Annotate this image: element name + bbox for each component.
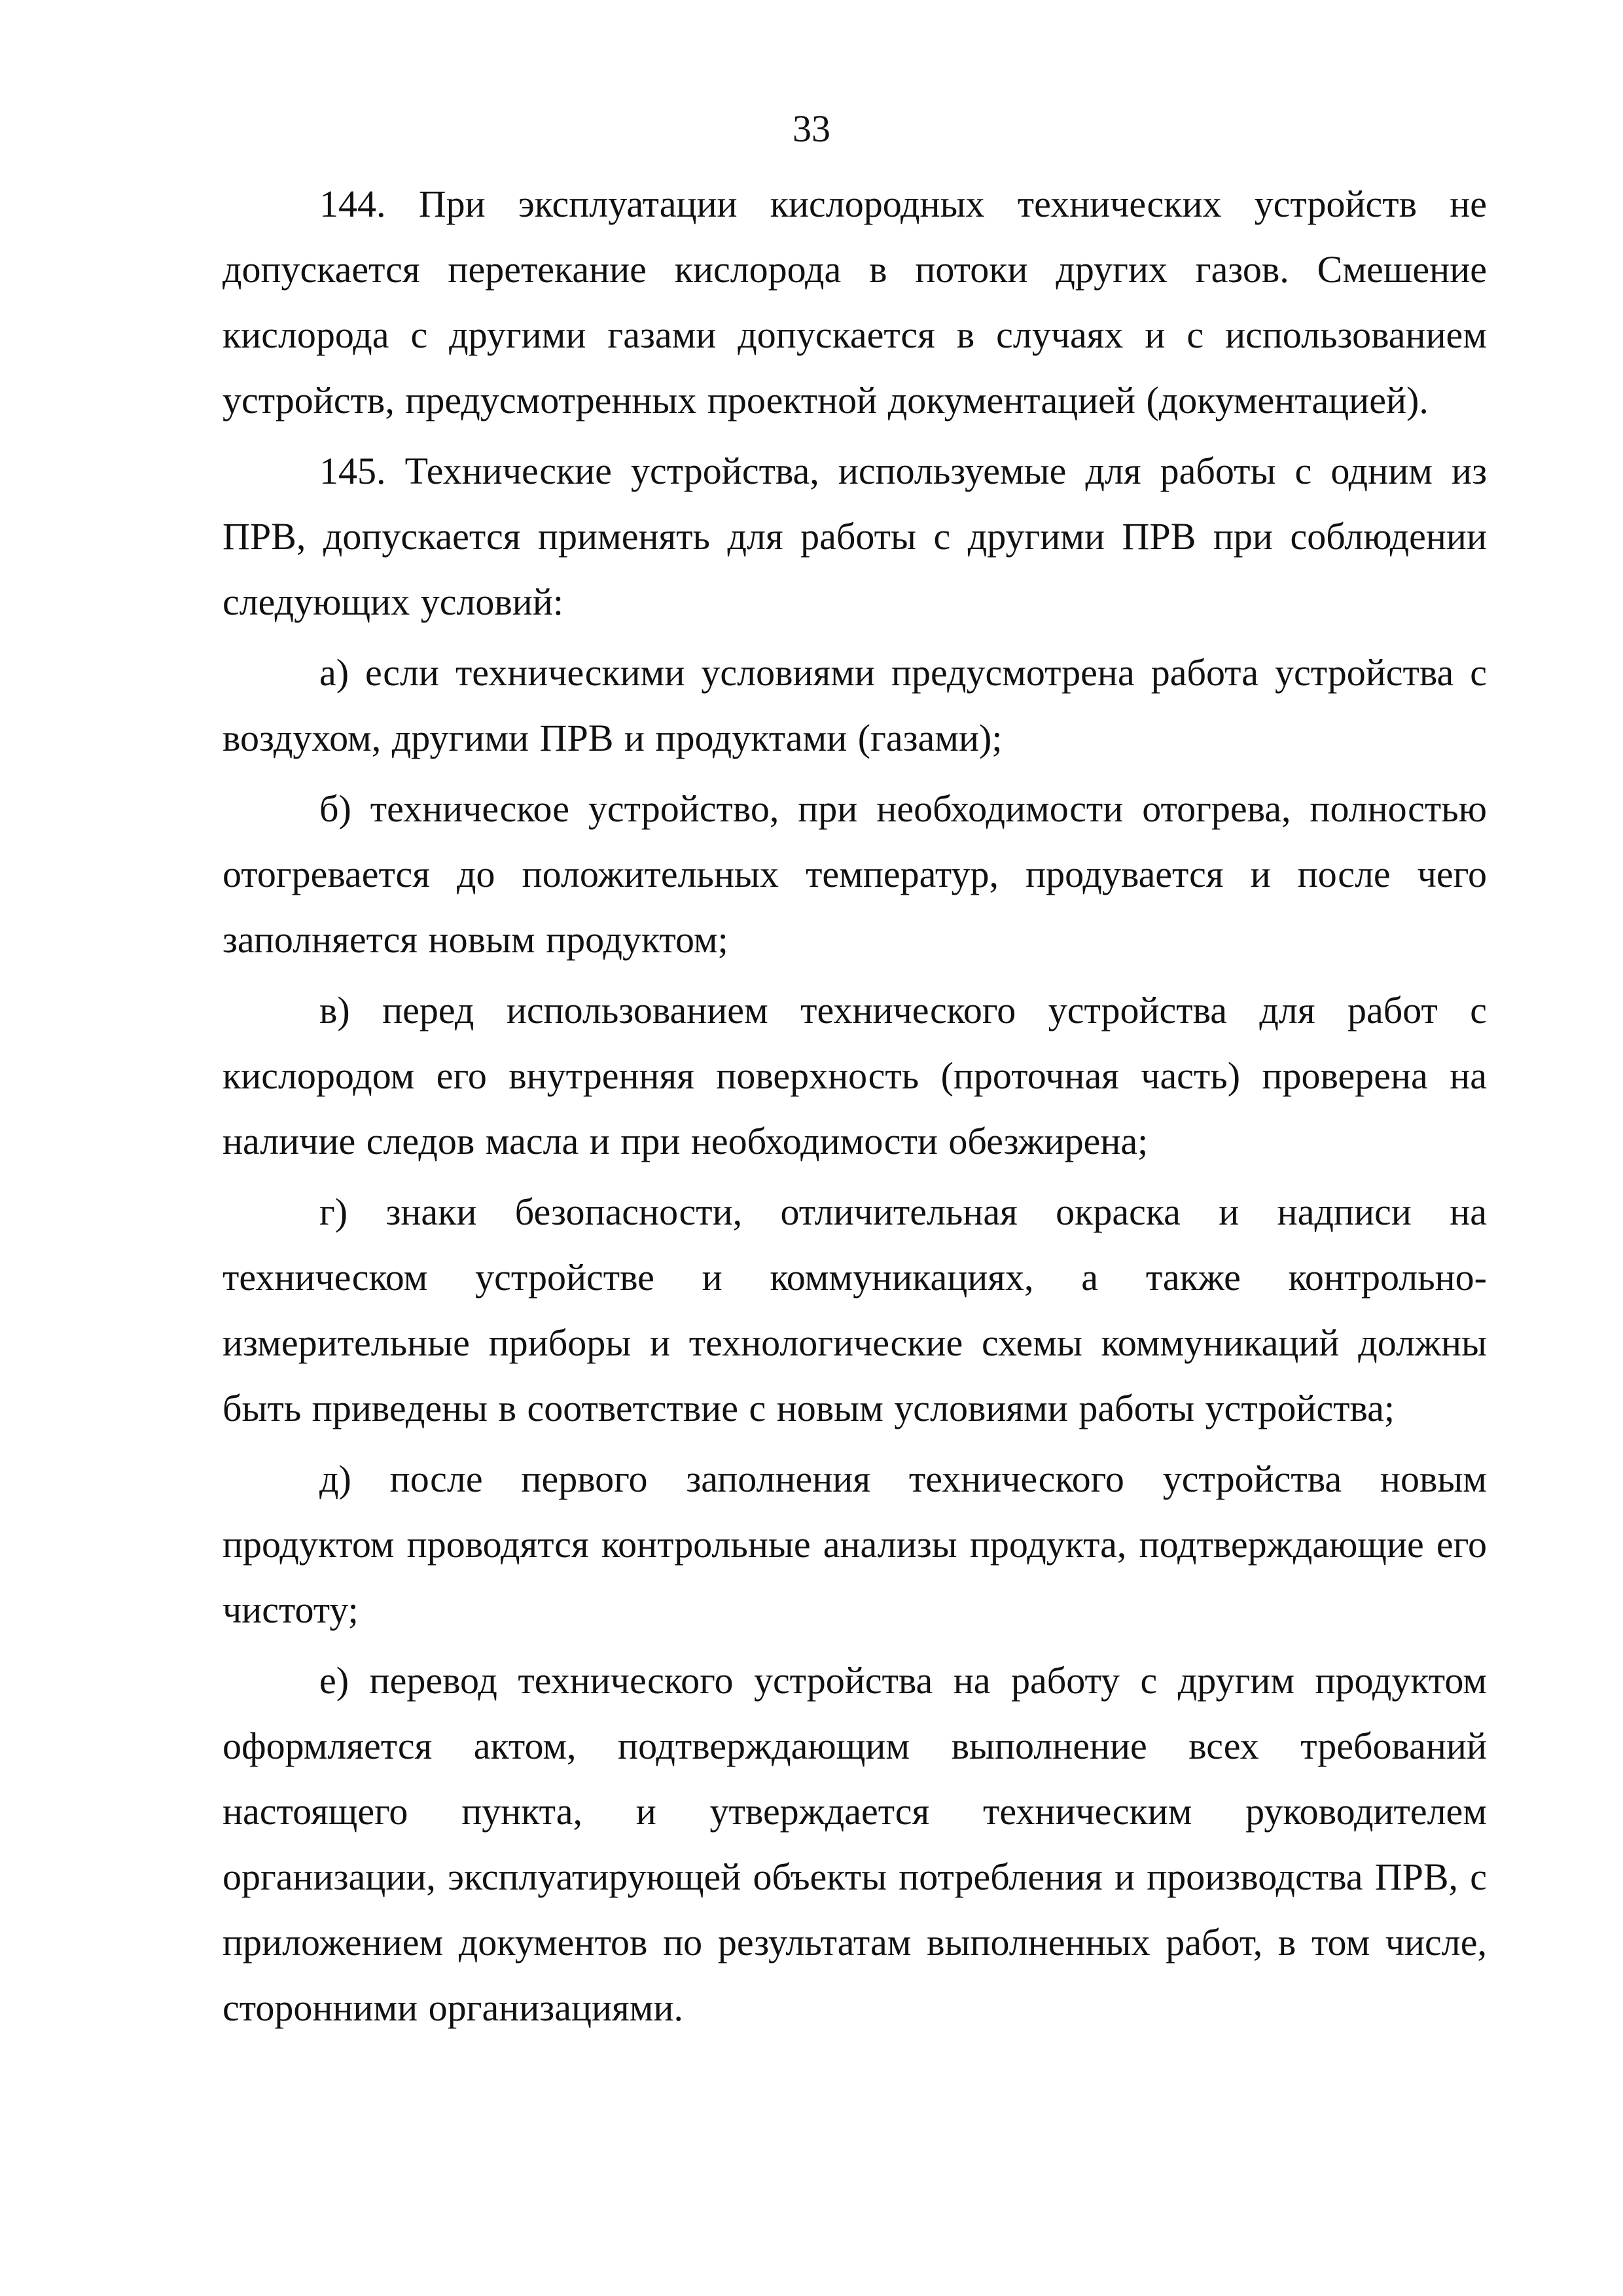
list-item-v: в) перед использованием технического устройства для работ с кислородом его внутренняя поверхность (проточная часть) проверена на наличие следов масла и при необходимости обезжирена; xyxy=(223,989,1487,1162)
list-item-b: б) техническое устройство, при необходимости отогрева, полностью отогревается до положительных температур, продувается и после чего заполняется новым продуктом; xyxy=(223,787,1487,961)
list-item-a: а) если техническими условиями предусмотрена работа устройства с воздухом, другими ПРВ и продуктами (газами); xyxy=(223,651,1487,759)
list-item-d: д) после первого заполнения технического устройства новым продуктом проводятся контрольные анализы продукта, подтверждающие его чистоту; xyxy=(223,1458,1487,1631)
paragraph-145: 145. Технические устройства, используемые для работы с одним из ПРВ, допускается применять для работы с другими ПРВ при соблюдении следующих условий: xyxy=(223,450,1487,623)
list-item-g: г) знаки безопасности, отличительная окраска и надписи на техническом устройстве и коммуникациях, а также контрольно-измерительные приборы и технологические схемы коммуникаций должны быть приведены в соответствие с новым условиями работы устройства; xyxy=(223,1191,1487,1429)
paragraph-144: 144. При эксплуатации кислородных технических устройств не допускается перетекание кислорода в потоки других газов. Смешение кислорода с другими газами допускается в случаях и с использованием устройств, предусмотренных проектной документацией (документацией). xyxy=(223,183,1487,422)
list-item-e: е) перевод технического устройства на работу с другим продуктом оформляется актом, подтверждающим выполнение всех требований настоящего пункта, и утверждается техническим руководителем организации, эксплуатирующей объекты потребления и производства ПРВ, с приложением документов по результатам выполненных работ, в том числе, сторонними организациями. xyxy=(223,1659,1487,2029)
page-number: 33 xyxy=(793,107,830,150)
document-body xyxy=(223,171,1487,2041)
